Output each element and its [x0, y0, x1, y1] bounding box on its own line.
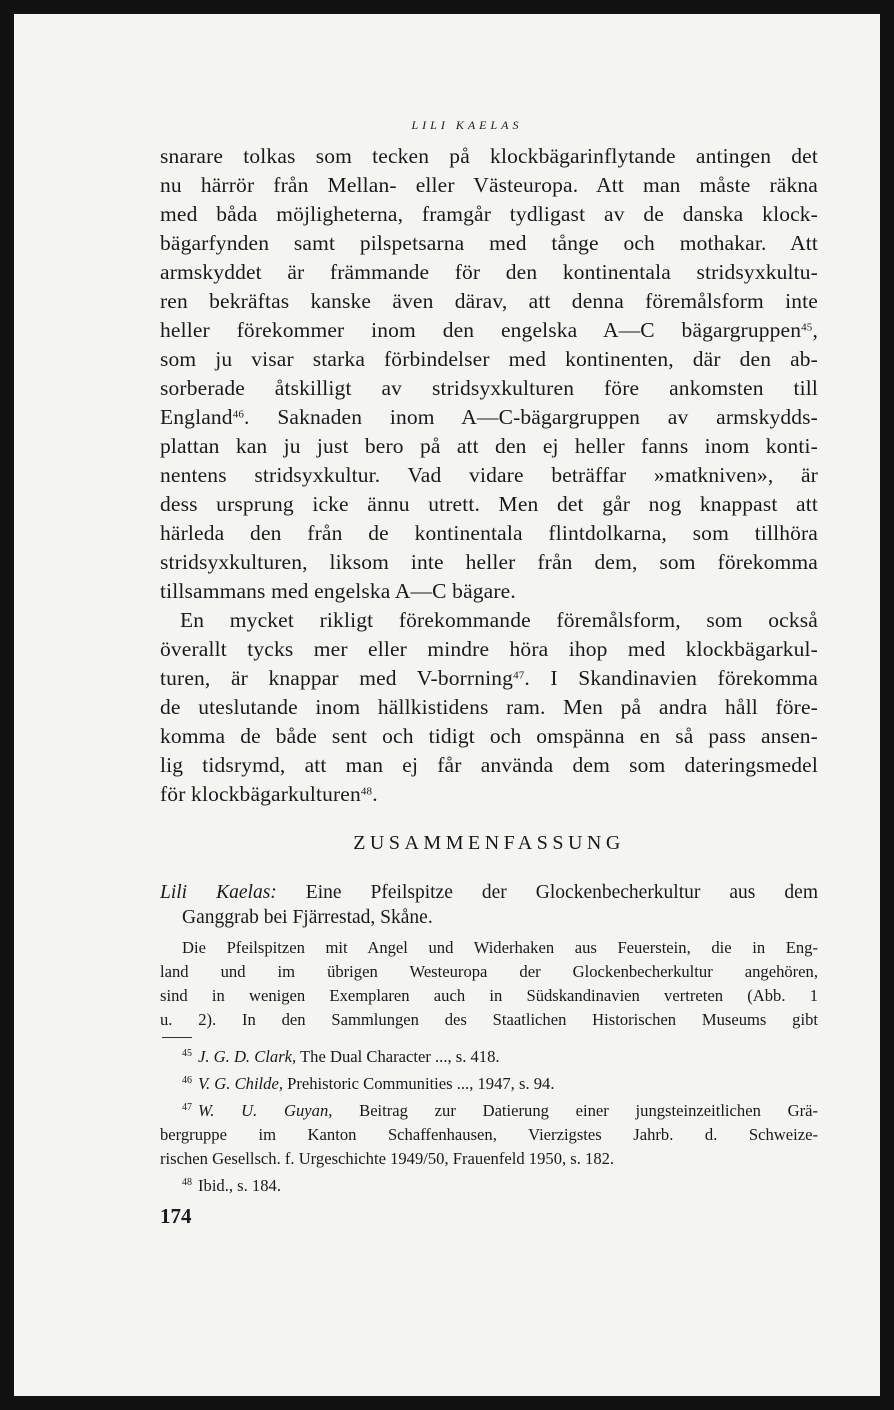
text-segment: turen, är knappar med V-borrning [160, 666, 514, 690]
footnote-author: J. G. D. Clark, [198, 1047, 297, 1066]
text-line: komma de både sent och tidigt och omspänna en så pass ansen- [160, 724, 818, 748]
text-line: stridsyxkulturen, liksom inte heller från dem, som förekomma [160, 550, 818, 574]
summary-author: Lili Kaelas: [160, 882, 277, 903]
summary-line: land und im übrigen Westeuropa der Glockenbecherkultur angehören, [160, 962, 818, 981]
summary-line: sind in wenigen Exemplaren auch in Südskandinavien vertreten (Abb. 1 [160, 986, 818, 1005]
summary-title-text: Eine Pfeilspitze der Glockenbecherkultur aus dem [305, 882, 818, 903]
footnote-text: Beitrag zur Datierung einer jungsteinzeitlichen Grä- [359, 1101, 818, 1120]
text-line: tillsammans med engelska A—C bägare. [160, 579, 516, 603]
text-line: ren bekräftas kanske även därav, att denna föremålsform inte [160, 289, 818, 313]
text-line: lig tidsrymd, att man ej får använda dem som dateringsmedel [160, 753, 818, 777]
summary-line: u. 2). In den Sammlungen des Staatlichen Historischen Museums gibt [160, 1010, 818, 1029]
summary-line: Die Pfeilspitzen mit Angel und Widerhaken aus Feuerstein, die in Eng- [182, 938, 818, 957]
footnote-line: bergruppe im Kanton Schaffenhausen, Vierzigstes Jahrb. d. Schweize- [160, 1125, 818, 1144]
summary-title [160, 880, 818, 930]
footnote-number: 45 [182, 1048, 192, 1059]
summary-text [160, 936, 818, 1032]
text-segment: heller förekommer inom den engelska A—C bägargruppen [160, 318, 802, 342]
footnote-text: Ibid., s. 184. [198, 1176, 281, 1195]
footnote-47 [160, 1096, 818, 1171]
footnote-45 [160, 1042, 818, 1069]
text-line: med båda möjligheterna, framgår tydligast av de danska klock- [160, 202, 818, 226]
text-line: härleda den från de kontinentala flintdolkarna, som tillhöra [160, 521, 818, 545]
text-line: nu härrör från Mellan- eller Västeuropa. Att man måste räkna [160, 173, 818, 197]
text-segment: England [160, 405, 233, 429]
footnote-number: 48 [182, 1177, 192, 1188]
text-line: armskyddet är främmande för den kontinentala stridsyxkultu- [160, 260, 818, 284]
book-page [14, 14, 880, 1396]
paragraph-1 [160, 142, 818, 606]
text-segment: . Saknaden inom A—C-bägargruppen av armskydds- [244, 405, 818, 429]
text-line [160, 403, 818, 432]
footnote-46 [160, 1069, 818, 1096]
text-line [160, 664, 818, 693]
text-segment: . [372, 782, 378, 806]
footnote-48 [160, 1171, 818, 1198]
footnote-author: W. U. Guyan, [198, 1101, 333, 1120]
footnote-text: The Dual Character ..., s. 418. [300, 1047, 500, 1066]
text-line: plattan kan ju just bero på att den ej heller fanns inom konti- [160, 434, 818, 458]
summary-title-line [160, 880, 818, 905]
text-line: sorberade åtskilligt av stridsyxkulturen före ankomsten till [160, 376, 818, 400]
footnote-author: V. G. Childe, [198, 1074, 283, 1093]
text-line: bägarfynden samt pilspetsarna med tånge och mothakar. Att [160, 231, 818, 255]
text-line: de uteslutande inom hällkistidens ram. Men på andra håll före- [160, 695, 818, 719]
text-line [160, 780, 818, 809]
footnote-divider [162, 1037, 192, 1038]
footnote-ref-48[interactable]: 48 [360, 785, 373, 798]
text-line: dess ursprung icke ännu utrett. Men det går nog knappast att [160, 492, 818, 516]
text-line: som ju visar starka förbindelser med kontinenten, där den ab- [160, 347, 818, 371]
text-line: En mycket rikligt förekommande föremålsform, som också [180, 608, 818, 632]
summary-title-line: Ganggrab bei Fjärrestad, Skåne. [182, 907, 433, 928]
footnote-ref-47[interactable]: 47 [513, 669, 525, 682]
footnote-line: rischen Gesellsch. f. Urgeschichte 1949/50, Frauenfeld 1950, s. 182. [160, 1149, 615, 1168]
footnotes [160, 1042, 818, 1198]
footnote-text: Prehistoric Communities ..., 1947, s. 94. [287, 1074, 555, 1093]
footnote-number: 47 [182, 1102, 192, 1113]
text-line [160, 316, 818, 345]
text-segment: . I Skandinavien förekomma [524, 666, 818, 690]
footnote-ref-45[interactable]: 45 [801, 321, 813, 334]
section-heading: ZUSAMMENFASSUNG [353, 832, 625, 854]
paragraph-2 [160, 606, 818, 809]
text-line: snarare tolkas som tecken på klockbägarinflytande antingen det [160, 144, 818, 168]
footnote-line [160, 1096, 818, 1123]
text-segment: för klockbägarkulturen [160, 782, 361, 806]
text-line: nentens stridsyxkultur. Vad vidare beträffar »matkniven», är [160, 463, 818, 487]
running-head: LILI KAELAS [411, 118, 523, 132]
main-text [160, 142, 818, 809]
page-number: 174 [160, 1204, 192, 1228]
footnote-ref-46[interactable]: 46 [232, 408, 245, 421]
text-segment: , [812, 318, 818, 342]
footnote-number: 46 [182, 1075, 192, 1086]
text-line: överallt tycks mer eller mindre höra ihop med klockbägarkul- [160, 637, 818, 661]
